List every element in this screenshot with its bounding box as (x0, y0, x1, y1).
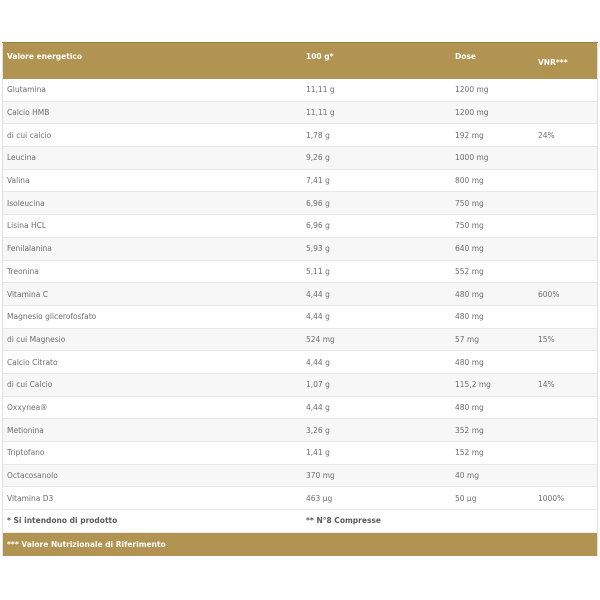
table-row (3, 124, 597, 147)
cell-per-100g: 5,93 g (306, 244, 330, 254)
table-row (3, 351, 597, 374)
cell-per-100g: 1,07 g (306, 380, 330, 390)
cell-nutrient: Lisina HCL (7, 221, 47, 231)
table-row (3, 419, 597, 442)
table-row (3, 465, 597, 488)
cell-dose: 800 mg (455, 176, 484, 186)
cell-vnr: 600% (538, 289, 560, 299)
cell-per-100g: 370 mg (306, 471, 335, 481)
footnote-vnr-bar (3, 533, 597, 556)
header-100g: 100 g* (306, 52, 334, 61)
cell-dose: 480 mg (455, 357, 484, 367)
cell-per-100g: 7,41 g (306, 176, 330, 186)
footnote-per-product: * Si intendono di prodotto (7, 516, 118, 526)
footnote-dose: ** N°8 Compresse (306, 516, 381, 526)
cell-nutrient: Fenilalanina (7, 244, 52, 254)
table-row (3, 192, 597, 215)
cell-per-100g: 11,11 g (306, 108, 335, 118)
cell-per-100g: 4,44 g (306, 402, 330, 412)
cell-dose: 1200 mg (455, 108, 489, 118)
table-row (3, 306, 597, 329)
cell-per-100g: 6,96 g (306, 221, 330, 231)
table-row (3, 442, 597, 465)
cell-nutrient: di cui Magnesio (7, 334, 66, 344)
cell-nutrient: Oxxynea® (7, 402, 48, 412)
table-row (3, 170, 597, 193)
table-row (3, 147, 597, 170)
cell-nutrient: Magnesio glicerofosfato (7, 312, 97, 322)
cell-nutrient: Octacosanolo (7, 471, 58, 481)
cell-per-100g: 6,96 g (306, 198, 330, 208)
cell-per-100g: 4,44 g (306, 357, 330, 367)
cell-dose: 750 mg (455, 198, 484, 208)
cell-nutrient: Isoleucina (7, 198, 45, 208)
table-row (3, 102, 597, 125)
cell-nutrient: Vitamina D3 (7, 493, 54, 503)
cell-nutrient: Calcio Citrato (7, 357, 58, 367)
cell-dose: 480 mg (455, 402, 484, 412)
cell-dose: 50 µg (455, 493, 477, 503)
cell-dose: 640 mg (455, 244, 484, 254)
cell-per-100g: 524 mg (306, 334, 335, 344)
cell-nutrient: Calcio HMB (7, 108, 50, 118)
cell-vnr: 15% (538, 334, 555, 344)
table-row (3, 79, 597, 102)
cell-per-100g: 463 µg (306, 493, 333, 503)
cell-nutrient: Vitamina C (7, 289, 48, 299)
table-row (3, 261, 597, 284)
cell-per-100g: 11,11 g (306, 85, 335, 95)
cell-dose: 480 mg (455, 289, 484, 299)
table-row (3, 374, 597, 397)
table-row (3, 215, 597, 238)
cell-dose: 480 mg (455, 312, 484, 322)
header-valore-energetico: Valore energetico (7, 52, 82, 61)
cell-per-100g: 1,78 g (306, 130, 330, 140)
cell-dose: 40 mg (455, 471, 479, 481)
footnote-vnr: *** Valore Nutrizionale di Riferimento (7, 539, 166, 549)
cell-dose: 57 mg (455, 334, 479, 344)
table-row (3, 238, 597, 261)
cell-per-100g: 4,44 g (306, 289, 330, 299)
cell-dose: 552 mg (455, 266, 484, 276)
table-row (3, 283, 597, 306)
nutrition-table (2, 43, 598, 556)
table-row (3, 329, 597, 352)
cell-nutrient: Treonina (7, 266, 39, 276)
table-body (3, 79, 597, 510)
cell-vnr: 1000% (538, 493, 565, 503)
cell-nutrient: di cui calcio (7, 130, 52, 140)
cell-nutrient: Leucina (7, 153, 36, 163)
cell-dose: 115,2 mg (455, 380, 491, 390)
table-row (3, 397, 597, 420)
cell-nutrient: Valina (7, 176, 30, 186)
cell-nutrient: di cui Calcio (7, 380, 53, 390)
cell-dose: 1000 mg (455, 153, 489, 163)
cell-dose: 352 mg (455, 425, 484, 435)
cell-per-100g: 4,44 g (306, 312, 330, 322)
header-vnr: VNR*** (538, 58, 568, 67)
table-row (3, 487, 597, 510)
cell-dose: 750 mg (455, 221, 484, 231)
header-dose: Dose (455, 52, 476, 61)
cell-nutrient: Glutamina (7, 85, 46, 95)
cell-per-100g: 5,11 g (306, 266, 330, 276)
footnote-row (3, 510, 597, 533)
cell-dose: 192 mg (455, 130, 484, 140)
cell-per-100g: 9,26 g (306, 153, 330, 163)
cell-per-100g: 1,41 g (306, 448, 330, 458)
cell-vnr: 14% (538, 380, 555, 390)
cell-per-100g: 3,26 g (306, 425, 330, 435)
cell-vnr: 24% (538, 130, 555, 140)
table-header-row (3, 43, 597, 79)
cell-dose: 152 mg (455, 448, 484, 458)
cell-nutrient: Triptofano (7, 448, 45, 458)
cell-nutrient: Metionina (7, 425, 44, 435)
cell-dose: 1200 mg (455, 85, 489, 95)
